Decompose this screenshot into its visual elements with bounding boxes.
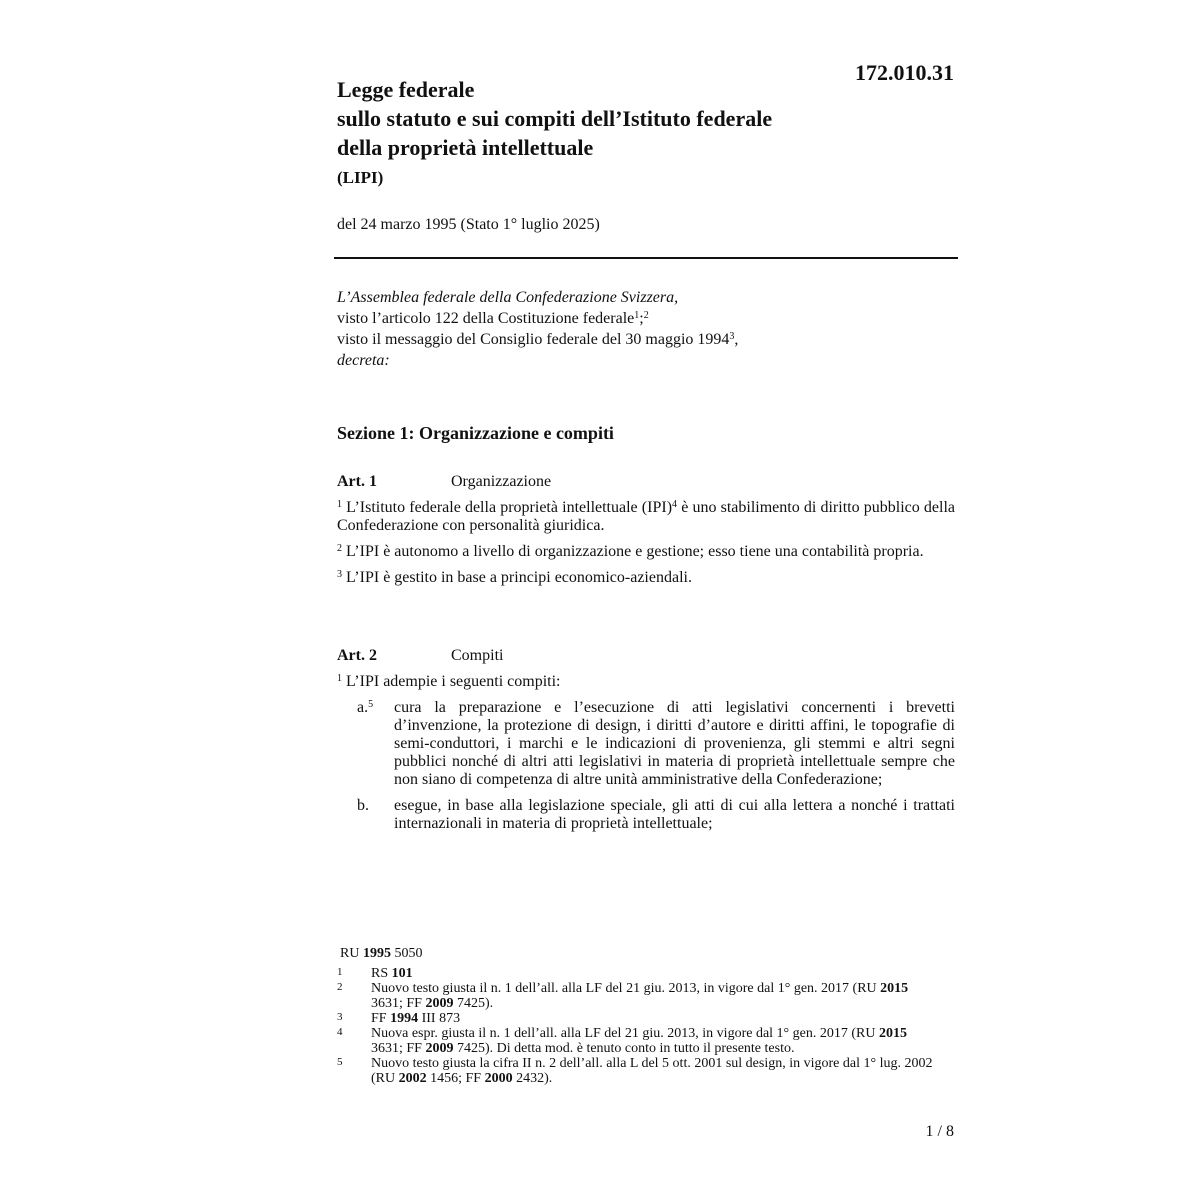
- header-divider: [334, 257, 958, 259]
- footnote-number: 3: [337, 1011, 343, 1023]
- list-letter: b.: [357, 797, 369, 814]
- footnote-run: Nuovo testo giusta la cifra II n. 2 dell’all. alla L del 5 ott. 2001 sul design, in vigore dal 1° lug. 2002 (RU: [371, 1056, 933, 1086]
- paragraph-number: 3: [337, 569, 342, 580]
- page-number: 1 / 8: [925, 1123, 954, 1140]
- footnote: [337, 981, 942, 1011]
- list-item: [337, 699, 955, 789]
- footnote-bold-run: 1994: [390, 1011, 419, 1026]
- law-abbreviation: (LIPI): [337, 168, 384, 187]
- footnote-text: [371, 966, 942, 981]
- paragraph-number: 1: [337, 499, 342, 510]
- list-item-text: esegue, in base alla legislazione speciale, gli atti di cui alla lettera a nonché i trattati internazionali in materia di proprietà intellettuale;: [394, 797, 955, 832]
- article-header: [337, 473, 955, 491]
- section-heading: Sezione 1: Organizzazione e compiti: [337, 423, 614, 443]
- article-1: [337, 473, 955, 595]
- footnote-run: Nuovo testo giusta il n. 1 dell’all. alla LF del 21 giu. 2013, in vigore dal 1° gen. 2017 (RU: [371, 981, 881, 996]
- footnote-text: [371, 1026, 942, 1056]
- footnote-ref[interactable]: 1: [634, 310, 640, 321]
- article-paragraph: [337, 569, 955, 587]
- paragraph-text: L’IPI adempie i seguenti compiti:: [342, 673, 561, 690]
- footnote-ref[interactable]: 2: [643, 310, 649, 321]
- footnote-run: FF: [371, 1011, 391, 1026]
- footnote-run: 1456; FF: [426, 1071, 485, 1086]
- footnote-run: III 873: [418, 1011, 461, 1026]
- law-title: [337, 75, 817, 188]
- footnote-bold-run: 2015: [880, 981, 909, 996]
- footnote-bold-run: 2015: [878, 1026, 907, 1041]
- footnote: [337, 1056, 942, 1086]
- footnotes: [337, 966, 942, 1086]
- footnote-bold-run: 2009: [425, 996, 454, 1011]
- separator: ,: [734, 331, 739, 348]
- paragraph-number: 1: [337, 673, 342, 684]
- preamble-authority: L’Assemblea federale della Confederazione Svizzera,: [337, 289, 679, 306]
- ru-prefix: RU: [340, 946, 363, 961]
- footnote-text: [371, 981, 942, 1011]
- separator: ;: [639, 310, 644, 327]
- footnote-number: 1: [337, 966, 343, 978]
- footnote-bold-run: 101: [391, 966, 413, 981]
- law-date: del 24 marzo 1995 (Stato 1° luglio 2025): [337, 216, 600, 233]
- footnote-ref[interactable]: 3: [729, 331, 735, 342]
- article-paragraph: [337, 673, 955, 691]
- article-paragraph: [337, 499, 955, 535]
- footnote-ref[interactable]: 4: [672, 499, 678, 510]
- sr-number: 172.010.31: [855, 60, 954, 85]
- preamble-message-line: [337, 329, 957, 350]
- preamble-decree: decreta:: [337, 352, 390, 369]
- list-item-text: cura la preparazione e l’esecuzione di atti legislativi concernenti i brevetti d’invenzione, la protezione di design, i diritti d’autore e diritti affini, le topografie di semi-conduttori, i marchi e le indicazioni di provenienza, gli stemmi e altri segni pubblici nonché di altri atti legislativi in materia di proprietà intellettuale sempre che non siano di competenza di altre unità amministrative della Confederazione;: [394, 699, 955, 788]
- paragraph-text: L’IPI è gestito in base a principi economico-aziendali.: [342, 569, 692, 586]
- paragraph-text: è uno stabilimento di diritto pubblico della Confederazione con personalità giuridica.: [337, 499, 956, 534]
- title-line: Legge federale: [337, 77, 475, 102]
- article-label: Art. 2: [337, 647, 377, 664]
- preamble-text: visto il messaggio del Consiglio federale del 30 maggio 1994: [337, 331, 730, 348]
- preamble: [337, 287, 957, 371]
- footnote-number: 5: [337, 1056, 343, 1068]
- footnote-bold-run: 2000: [484, 1071, 513, 1086]
- title-line: della proprietà intellettuale: [337, 135, 594, 160]
- article-header: [337, 647, 955, 665]
- title-line: sullo statuto e sui compiti dell’Istituto federale: [337, 106, 773, 131]
- footnote: [337, 1026, 942, 1056]
- footnote-run: Nuova espr. giusta il n. 1 dell’all. alla LF del 21 giu. 2013, in vigore dal 1° gen. 2017 (RU: [371, 1026, 879, 1041]
- footnote-run: 7425).: [453, 996, 494, 1011]
- footnote-run: 2432).: [512, 1071, 553, 1086]
- footnote: [337, 966, 942, 981]
- list-letter: a.: [357, 699, 369, 716]
- list-item: [337, 797, 955, 833]
- footnote-number: 4: [337, 1026, 343, 1038]
- article-title: Organizzazione: [451, 473, 552, 490]
- ru-year: 1995: [362, 946, 391, 961]
- footnote-bold-run: 2002: [398, 1071, 427, 1086]
- footnote-number: 2: [337, 981, 343, 993]
- list-marker: [337, 699, 394, 789]
- article-paragraph: [337, 543, 955, 561]
- list-marker: [337, 797, 394, 833]
- footnote-run: 3631; FF: [371, 996, 426, 1011]
- preamble-text: visto l’articolo 122 della Costituzione federale: [337, 310, 635, 327]
- footnote-bold-run: 2009: [425, 1041, 454, 1056]
- paragraph-number: 2: [337, 543, 342, 554]
- footnote-run: 3631; FF: [371, 1041, 426, 1056]
- ru-reference: [340, 946, 422, 962]
- article-title: Compiti: [451, 647, 504, 664]
- article-label: Art. 1: [337, 473, 377, 490]
- paragraph-text: L’IPI è autonomo a livello di organizzazione e gestione; esso tiene una contabilità propria.: [342, 543, 924, 560]
- preamble-constitution-line: [337, 308, 957, 329]
- footnote-ref[interactable]: 5: [368, 699, 374, 710]
- ru-page: 5050: [390, 946, 423, 961]
- article-2: [337, 647, 955, 841]
- footnote-run: RS: [371, 966, 392, 981]
- footnote-text: [371, 1056, 942, 1086]
- footnote-run: 7425). Di detta mod. è tenuto conto in tutto il presente testo.: [453, 1041, 795, 1056]
- paragraph-text: L’Istituto federale della proprietà intellettuale (IPI): [342, 499, 673, 516]
- footnote: [337, 1011, 942, 1026]
- footnote-text: [371, 1011, 942, 1026]
